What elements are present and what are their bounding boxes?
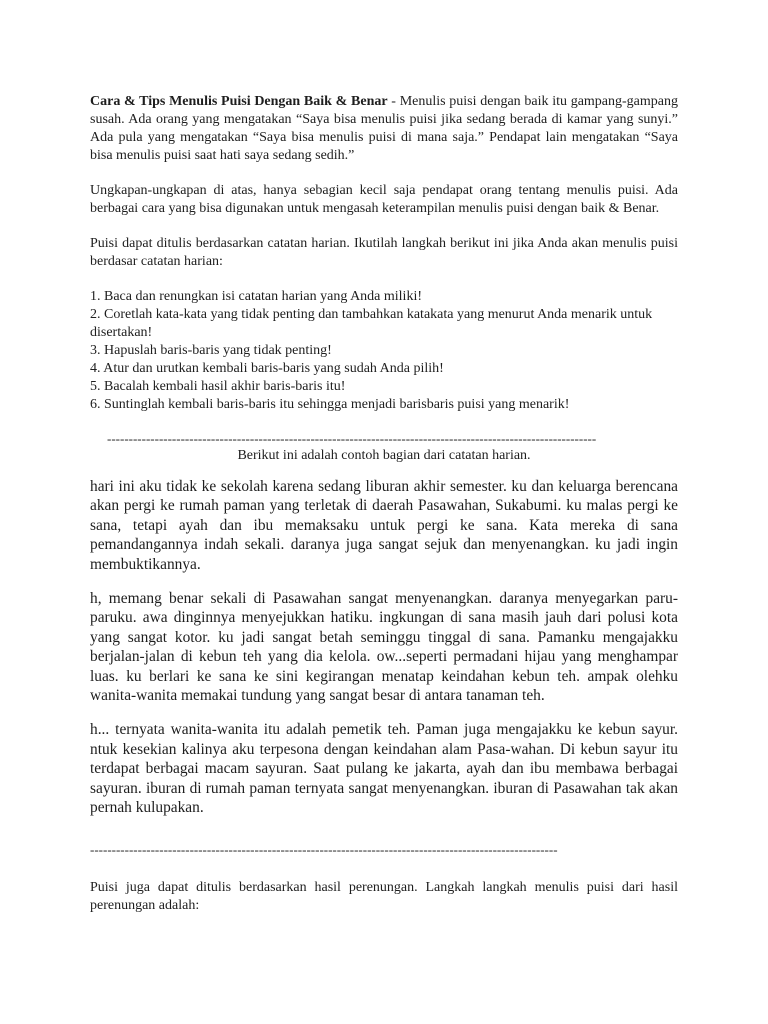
divider-top: ----------------------------------------------------------------------------------------------------------------- bbox=[107, 431, 597, 446]
diary-paragraph: h, memang benar sekali di Pasawahan sangat menyenangkan. daranya menyegarkan paru-paruku. awa dinginnya menyejukkan hatiku. ingkungan di sana masih jauh dari polusi kota yang sangat kotor. ku jadi sangat betah seminggu tinggal di sana. Pamanku mengajakku berjalan-jalan di kebun teh yang dia kelola. ow...seperti permadani hijau yang menghampar luas. ku berlari ke sana ke sini kegirangan menatap keindahan kebun teh. ampak olehku wanita-wanita memakai tundung yang sangat besar di antara tanaman teh. bbox=[90, 590, 678, 705]
list-item: 4. Atur dan urutkan kembali baris-baris yang sudah Anda pilih! bbox=[90, 361, 444, 376]
document-page bbox=[90, 93, 678, 915]
list-item: 6. Suntinglah kembali baris-baris itu sehingga menjadi barisbaris puisi yang menarik! bbox=[90, 397, 570, 412]
list-item: 3. Hapuslah baris-baris yang tidak penting! bbox=[90, 343, 332, 358]
article-title: Cara & Tips Menulis Puisi Dengan Baik & Benar bbox=[90, 94, 388, 109]
diary-paragraph: h... ternyata wanita-wanita itu adalah pemetik teh. Paman juga mengajakku ke kebun sayur. ntuk kesekian kalinya aku terpesona dengan keindahan alam Pasa-wahan. Di kebun sayur itu terdapat berbagai macam sayuran. Saat pulang ke jakarta, ayah dan ibu membawa berbagai sayuran. iburan di rumah paman ternyata sangat menyenangkan. iburan di Pasawahan tak akan pernah kulupakan. bbox=[90, 721, 678, 817]
steps-list bbox=[90, 288, 678, 414]
title-separator: - bbox=[387, 94, 400, 109]
diary-caption: Berikut ini adalah contoh bagian dari catatan harian. bbox=[237, 448, 531, 463]
intro-body: Menulis puisi dengan baik itu gampang-gampang susah. Ada orang yang mengatakan “Saya bisa menulis puisi jika sedang berada di kamar yang sunyi.” Ada pula yang mengatakan “Saya bisa menulis puisi di mana saja.” Pendapat lain mengatakan “Saya bisa menulis puisi saat hati saya sedang sedih.” bbox=[90, 94, 678, 163]
list-item: 1. Baca dan renungkan isi catatan harian yang Anda miliki! bbox=[90, 289, 423, 304]
list-item: 5. Bacalah kembali hasil akhir baris-baris itu! bbox=[90, 379, 346, 394]
divider-bottom: ------------------------------------------------------------------------------------------------------------ bbox=[90, 841, 558, 857]
list-item: 2. Coretlah kata-kata yang tidak penting dan tambahkan katakata yang menurut Anda menarik untuk disertakan! bbox=[90, 307, 653, 340]
paragraph-catatan-harian: Puisi dapat ditulis berdasarkan catatan harian. Ikutilah langkah berikut ini jika Anda akan menulis puisi berdasar catatan harian: bbox=[90, 236, 678, 269]
paragraph-perenungan: Puisi juga dapat ditulis berdasarkan hasil perenungan. Langkah langkah menulis puisi dari hasil perenungan adalah: bbox=[90, 879, 678, 913]
paragraph-ungkapan: Ungkapan-ungkapan di atas, hanya sebagian kecil saja pendapat orang tentang menulis puisi. Ada berbagai cara yang bisa digunakan untuk mengasah keterampilan menulis puisi dengan baik & Benar. bbox=[90, 183, 678, 216]
intro-paragraph bbox=[90, 93, 678, 165]
diary-paragraph: hari ini aku tidak ke sekolah karena sedang liburan akhir semester. ku dan keluarga berencana akan pergi ke rumah paman yang terletak di daerah Pasawahan, Sukabumi. ku malas pergi ke sana, tetapi ayah dan ibu memaksaku untuk pergi ke sana. Kata mereka di sana pemandangannya indah sekali. daranya juga sangat sejuk dan menyenangkan. ku jadi ingin membuktikannya. bbox=[90, 478, 678, 573]
